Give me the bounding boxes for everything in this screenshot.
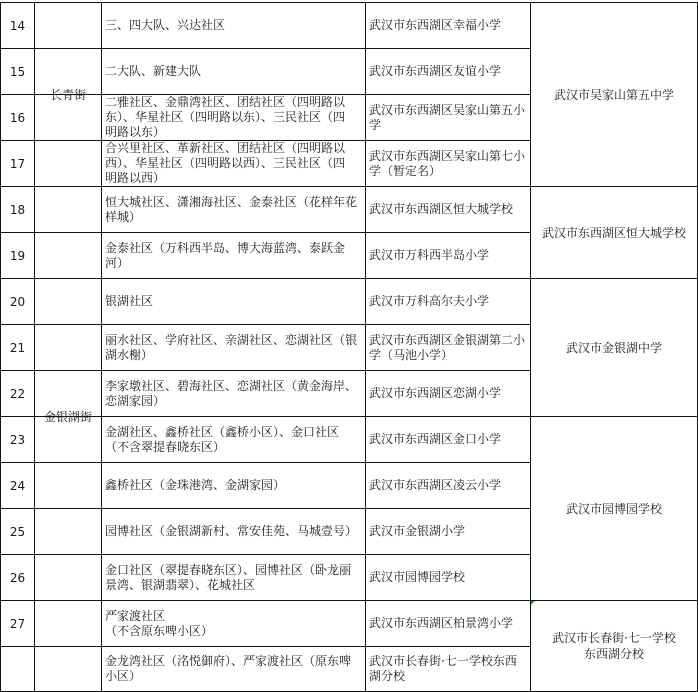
row-number: 16	[9, 110, 26, 125]
area-cell: 恒大城社区、潇湘海社区、金泰社区（花样年花 样城）	[105, 194, 358, 224]
middle-school-cell: 武汉市金银湖中学	[565, 341, 662, 355]
row-number: 18	[9, 202, 26, 217]
area-cell: 金口社区（翠提春晓东区）、园博社区（卧龙丽 景湾、银湖翡翠）、花城社区	[105, 562, 352, 592]
row-number: 19	[9, 248, 26, 263]
primary-school-cell: 武汉市万科高尔夫小学	[369, 294, 490, 308]
row-number: 21	[9, 340, 26, 355]
primary-school-cell: 武汉市东西湖区幸福小学	[369, 18, 502, 32]
row-number: 14	[9, 18, 26, 33]
primary-school-cell: 武汉市东西湖区柏景湾小学	[369, 616, 514, 630]
area-cell: 严家渡社区 （不含原东啤小区）	[105, 608, 214, 638]
primary-school-cell: 武汉市东西湖区金银湖第二小 学（马池小学）	[369, 332, 526, 362]
row-number: 20	[9, 294, 26, 309]
primary-school-cell: 武汉市东西湖区恋湖小学	[369, 386, 502, 400]
primary-school-cell: 武汉市东西湖区金口小学	[369, 432, 502, 446]
area-cell: 二大队、新建大队	[105, 64, 202, 78]
row-number: 27	[9, 616, 26, 631]
row-number: 23	[9, 432, 26, 447]
primary-school-cell: 武汉市东西湖区吴家山第七小 学（暂定名）	[369, 148, 526, 178]
area-cell: 李家墩社区、碧海社区、恋湖社区（黄金海岸、 恋湖家园）	[105, 378, 358, 408]
primary-school-cell: 武汉市园博园学校	[369, 570, 466, 584]
row-number: 24	[9, 478, 26, 493]
primary-school-cell: 武汉市东西湖区恒大城学校	[369, 202, 514, 216]
area-cell: 园博社区（金银湖新村、常安佳苑、马城壹号）	[105, 524, 358, 538]
row-number: 17	[9, 156, 26, 171]
area-cell: 金湖社区、鑫桥社区（鑫桥小区）、金口社区 （不含翠提春晓东区）	[105, 424, 340, 454]
row-number: 26	[9, 570, 26, 585]
row-number: 15	[9, 64, 26, 79]
primary-school-cell: 武汉市万科西半岛小学	[369, 248, 490, 262]
primary-school-cell: 武汉市长春街·七一学校东西 湖分校	[369, 654, 517, 683]
primary-school-cell: 武汉市东西湖区凌云小学	[369, 478, 502, 492]
primary-school-cell: 武汉市东西湖区吴家山第五小 学	[369, 102, 526, 132]
street-name: 金银湖街	[43, 410, 92, 424]
area-cell: 丽水社区、学府社区、亲湖社区、恋湖社区（银 湖水榭）	[105, 332, 358, 362]
area-cell: 鑫桥社区（金珠港湾、金湖家园）	[105, 478, 286, 492]
area-cell: 金泰社区（万科西半岛、博大海蓝湾、泰跃金 河）	[105, 240, 346, 270]
middle-school-cell: 武汉市园博园学校	[565, 502, 662, 516]
row-number: 25	[9, 524, 26, 539]
row-number: 22	[9, 386, 26, 401]
area-cell: 银湖社区	[105, 294, 154, 308]
area-cell: 二雅社区、金鼎湾社区、团结社区（四明路以 东）、华星社区（四明路以东）、三民社区（四 明路以东）	[105, 95, 346, 139]
primary-school-cell: 武汉市东西湖区友谊小学	[369, 64, 502, 78]
primary-school-cell: 武汉市金银湖小学	[369, 524, 466, 538]
middle-school-cell: 武汉市吴家山第五中学	[553, 88, 674, 102]
row-number	[1, 647, 34, 691]
middle-school-cell: 武汉市长春街·七一学校 东西湖分校	[552, 631, 676, 661]
area-cell: 金龙湾社区（洺悦御府）、严家渡社区（原东啤 小区）	[105, 654, 352, 683]
area-cell: 三、四大队、兴达社区	[105, 18, 226, 32]
middle-school-cell: 武汉市东西湖区恒大城学校	[541, 226, 686, 240]
street-name: 长青街	[49, 88, 86, 102]
area-cell: 合兴里社区、革新社区、团结社区（四明路以 西）、华星社区（四明路以西）、三民社区（四 明路以西）	[105, 141, 346, 185]
